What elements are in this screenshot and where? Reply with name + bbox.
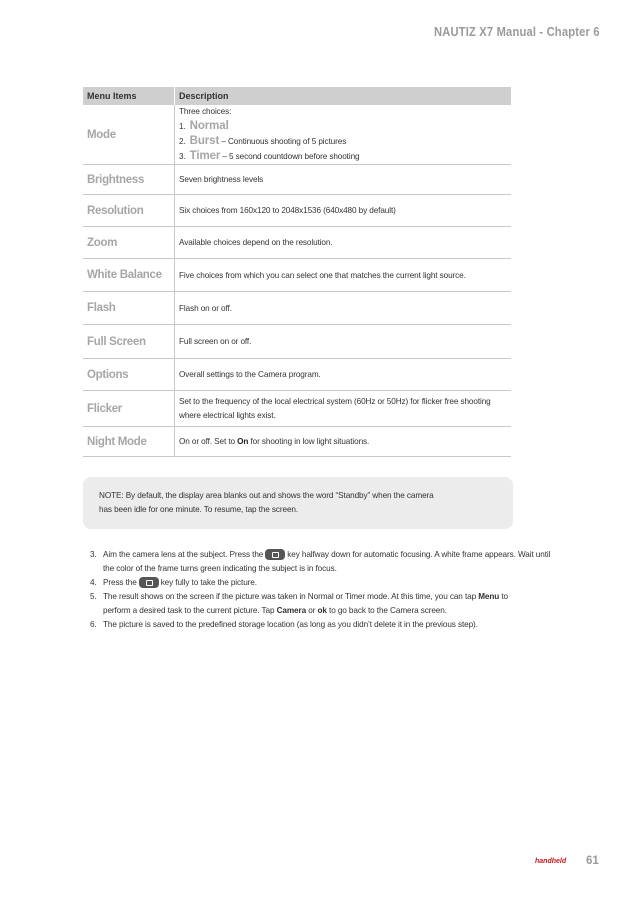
step-text: the color of the frame turns green indicating the subject is in focus.	[103, 564, 337, 573]
step-text: The result shows on the screen if the picture was taken in Normal or Timer mode. At this time, you can tap	[103, 592, 479, 601]
table-row	[83, 165, 511, 195]
menu-item-name: Mode	[83, 105, 175, 165]
menu-item-name: Brightness	[83, 165, 175, 195]
step-text: key fully to take the picture.	[160, 578, 257, 587]
table-row	[83, 427, 511, 457]
camera-key-icon	[265, 549, 285, 560]
table-row	[83, 292, 511, 325]
choice-desc: – Continuous shooting of 5 pictures	[219, 137, 347, 146]
step-number: 6.	[90, 620, 97, 629]
table-row	[83, 259, 511, 292]
step-bold: Camera	[276, 606, 307, 615]
table-row	[83, 391, 511, 427]
choice-name: Timer	[189, 150, 221, 162]
menu-item-description: Seven brightness levels	[175, 165, 512, 195]
step-number: 4.	[90, 578, 97, 587]
footer-brand-logo: handheld	[535, 858, 567, 865]
table-row	[83, 359, 511, 391]
table-header-row	[83, 87, 511, 105]
col-header-description: Description	[175, 87, 512, 105]
list-item	[90, 548, 560, 576]
menu-item-name: Flash	[83, 292, 175, 325]
mode-choice	[179, 134, 511, 149]
step-text: or	[306, 606, 318, 615]
instruction-steps	[90, 548, 560, 632]
table-row	[83, 227, 511, 259]
menu-item-name: White Balance	[83, 259, 175, 292]
table-row	[83, 325, 511, 359]
page-number: 61	[586, 855, 599, 867]
list-item	[90, 576, 560, 590]
menu-item-description: Five choices from which you can select one that matches the current light source.	[175, 259, 512, 292]
note-box	[83, 477, 513, 529]
menu-item-description	[175, 105, 512, 165]
step-text: Press the	[103, 578, 137, 587]
step-bold: ok	[317, 606, 327, 615]
menu-item-description: Six choices from 160x120 to 2048x1536 (640x480 by default)	[175, 195, 512, 227]
note-text	[99, 489, 499, 517]
step-text: Aim the camera lens at the subject. Press the	[103, 550, 264, 559]
description-bold: On	[237, 437, 249, 446]
menu-item-name: Full Screen	[83, 325, 175, 359]
choice-number: 3.	[179, 152, 186, 161]
choice-desc: – 5 second countdown before shooting	[220, 152, 360, 161]
camera-menu-table	[83, 87, 511, 457]
note-line: NOTE: By default, the display area blanks out and shows the word “Standby” when the camera	[99, 491, 434, 500]
menu-item-description: Flash on or off.	[175, 292, 512, 325]
step-text: perform a desired task to the current picture. Tap	[103, 606, 277, 615]
description-line: Set to the frequency of the local electrical system (60Hz or 50Hz) for flicker free shooting	[179, 396, 491, 406]
col-header-menu-items: Menu Items	[83, 87, 175, 105]
page-header-title: NAUTIZ X7 Manual - Chapter 6	[434, 24, 600, 39]
description-line: where electrical lights exist.	[179, 410, 276, 420]
choice-name: Normal	[189, 120, 229, 132]
description-text: On or off. Set to	[179, 437, 238, 446]
choice-name: Burst	[189, 135, 220, 147]
menu-item-description: Full screen on or off.	[175, 325, 512, 359]
step-number: 3.	[90, 550, 97, 559]
choice-number: 1.	[179, 122, 186, 131]
table-row	[83, 195, 511, 227]
step-text: to	[499, 592, 508, 601]
menu-item-name: Zoom	[83, 227, 175, 259]
step-text: The picture is saved to the predefined storage location (as long as you didn’t delete it in the previous step).	[103, 620, 478, 629]
list-item	[90, 590, 560, 618]
menu-item-description	[175, 427, 512, 457]
choice-number: 2.	[179, 137, 186, 146]
mode-intro: Three choices:	[179, 107, 232, 116]
description-text: for shooting in low light situations.	[248, 437, 370, 446]
menu-item-name: Night Mode	[83, 427, 175, 457]
menu-item-description: Overall settings to the Camera program.	[175, 359, 512, 391]
camera-key-icon	[139, 577, 159, 588]
menu-item-name: Options	[83, 359, 175, 391]
step-bold: Menu	[478, 592, 500, 601]
step-number: 5.	[90, 592, 97, 601]
mode-choice	[179, 119, 511, 134]
note-line: has been idle for one minute. To resume, tap the screen.	[99, 505, 299, 514]
menu-item-description	[175, 391, 512, 427]
table-row	[83, 105, 511, 165]
mode-choice	[179, 149, 511, 164]
menu-item-name: Resolution	[83, 195, 175, 227]
menu-item-description: Available choices depend on the resolution.	[175, 227, 512, 259]
list-item	[90, 618, 560, 632]
step-text: to go back to the Camera screen.	[326, 606, 447, 615]
menu-item-name: Flicker	[83, 391, 175, 427]
step-text: key halfway down for automatic focusing. A white frame appears. Wait until	[287, 550, 551, 559]
